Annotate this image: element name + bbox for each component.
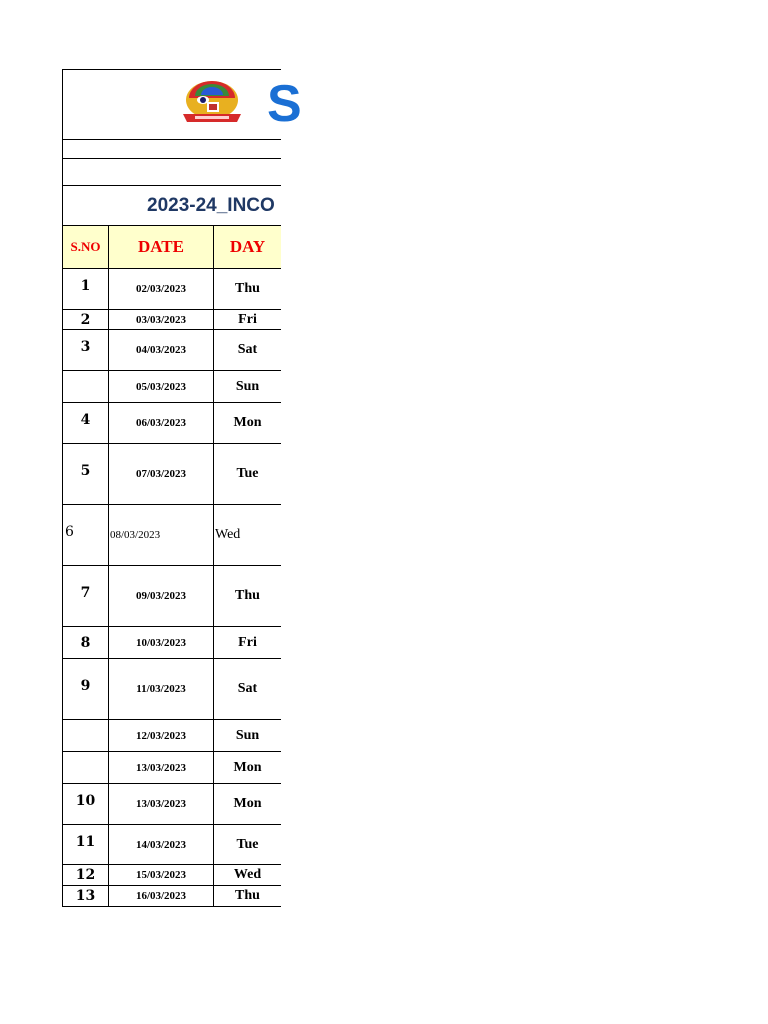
- cell-day-text: Wed: [233, 867, 262, 882]
- cell-sno-text: 9: [80, 678, 91, 694]
- cell-sno: [63, 566, 109, 626]
- cell-date: [109, 269, 214, 309]
- cell-date-text: 09/03/2023: [135, 590, 187, 602]
- table-row: [63, 505, 281, 566]
- table-row: [63, 403, 281, 444]
- header-date: DATE: [109, 226, 214, 268]
- title-row: [63, 186, 281, 226]
- cell-date: [109, 627, 214, 658]
- cell-day-text: Tue: [236, 466, 259, 481]
- cell-date: [109, 403, 214, 443]
- cell-date: [109, 566, 214, 626]
- cell-date-text: 04/03/2023: [135, 344, 187, 356]
- cell-day: [214, 627, 281, 658]
- table-row: [63, 566, 281, 627]
- header-logo-row: [63, 70, 302, 140]
- cell-date-text: 05/03/2023: [135, 380, 187, 393]
- cell-date: [109, 784, 214, 824]
- cell-sno: [63, 659, 109, 719]
- cell-day: [214, 330, 281, 370]
- cell-day: [214, 444, 281, 504]
- sheet-title: 2023-24_INCO: [147, 194, 275, 216]
- cell-day-text: Sun: [235, 727, 260, 743]
- cell-date-text: 16/03/2023: [135, 890, 187, 902]
- cell-date-text: 14/03/2023: [135, 838, 187, 851]
- cell-day-text: Thu: [235, 588, 260, 603]
- cell-date: [109, 330, 214, 370]
- cell-date-text: 07/03/2023: [135, 468, 187, 480]
- cell-sno: [63, 371, 109, 402]
- cell-day-text: Sun: [235, 378, 260, 394]
- cell-date-text: 13/03/2023: [135, 761, 187, 774]
- cell-sno-text: 12: [75, 867, 96, 883]
- cell-day: [214, 886, 281, 906]
- cell-day: [214, 403, 281, 443]
- cell-day: [214, 784, 281, 824]
- cell-date: [109, 659, 214, 719]
- cell-date: [109, 752, 214, 783]
- cell-day-text: Thu: [235, 888, 260, 903]
- table-row: [63, 627, 281, 659]
- header-sno: S.NO: [63, 226, 109, 268]
- cell-day-text: Sat: [237, 681, 258, 696]
- cell-sno-text: 10: [75, 793, 96, 809]
- blank-row-1: [63, 140, 281, 159]
- cell-date-text: 08/03/2023: [110, 529, 161, 541]
- cell-date-text: 02/03/2023: [135, 283, 187, 295]
- cell-date-text: 13/03/2023: [135, 798, 187, 810]
- cell-day: [214, 659, 281, 719]
- institution-logo-icon: [181, 78, 243, 128]
- cell-day: [214, 371, 281, 402]
- cell-date-text: 12/03/2023: [135, 729, 187, 742]
- cell-date: [109, 444, 214, 504]
- cell-sno: [63, 627, 109, 658]
- cell-day-text: Mon: [233, 759, 262, 775]
- table-row: [63, 659, 281, 720]
- cell-date-text: 15/03/2023: [135, 869, 187, 881]
- header-day: DAY: [214, 226, 281, 268]
- schedule-sheet: [62, 69, 302, 907]
- blank-row-2: [63, 159, 281, 186]
- cell-date: [109, 720, 214, 751]
- cell-sno-text: 11: [75, 833, 96, 850]
- cell-date-text: 10/03/2023: [135, 636, 187, 649]
- cell-date: [109, 505, 214, 565]
- cell-sno: [63, 720, 109, 751]
- cell-date: [109, 310, 214, 329]
- table-row: [63, 269, 281, 310]
- table-row: [63, 371, 281, 403]
- cell-sno-text: 3: [80, 339, 91, 355]
- table-row: [63, 444, 281, 505]
- table-row: [63, 886, 281, 907]
- cell-date-text: 11/03/2023: [136, 683, 186, 695]
- cell-sno: [63, 825, 109, 864]
- table-row: [63, 330, 281, 371]
- cell-day: [214, 269, 281, 309]
- table-row: [63, 784, 281, 825]
- cell-sno: [63, 752, 109, 783]
- cell-sno-text: 6: [65, 524, 74, 540]
- cell-day: [214, 865, 281, 885]
- table-row: [63, 752, 281, 784]
- cell-day-text: Tue: [236, 836, 259, 852]
- table-row: [63, 720, 281, 752]
- cell-date-text: 03/03/2023: [135, 313, 187, 326]
- cell-day-text: Fri: [238, 634, 257, 650]
- cell-sno: [63, 886, 109, 906]
- cell-sno-text: 1: [80, 278, 91, 294]
- cell-sno: [63, 269, 109, 309]
- cell-day-text: Fri: [238, 311, 257, 327]
- cell-sno: [63, 444, 109, 504]
- cell-sno-text: 5: [80, 463, 91, 479]
- table-row: [63, 865, 281, 886]
- cell-day: [214, 310, 281, 329]
- cell-date-text: 06/03/2023: [135, 417, 187, 429]
- cell-date: [109, 886, 214, 906]
- cell-date: [109, 825, 214, 864]
- cell-sno: [63, 505, 109, 565]
- cell-sno-text: 8: [80, 634, 91, 651]
- column-header-row: [63, 226, 281, 269]
- cell-sno-text: 2: [80, 311, 91, 328]
- cell-sno: [63, 330, 109, 370]
- cell-day: [214, 505, 281, 565]
- cell-sno-text: 13: [75, 888, 96, 904]
- cell-date: [109, 371, 214, 402]
- cell-day-text: Wed: [215, 527, 241, 542]
- cell-sno: [63, 865, 109, 885]
- table-row: [63, 825, 281, 865]
- cell-date: [109, 865, 214, 885]
- cell-sno-text: 4: [80, 412, 91, 428]
- cell-day: [214, 566, 281, 626]
- cell-sno: [63, 310, 109, 329]
- table-row: [63, 310, 281, 330]
- cell-sno: [63, 784, 109, 824]
- cell-day: [214, 752, 281, 783]
- table-body: [63, 269, 281, 907]
- cell-day: [214, 720, 281, 751]
- cell-day-text: Mon: [233, 415, 262, 430]
- cell-day-text: Thu: [235, 281, 260, 296]
- cell-day-text: Mon: [233, 796, 262, 811]
- cell-sno-text: 7: [80, 585, 91, 601]
- cell-day: [214, 825, 281, 864]
- cell-sno: [63, 403, 109, 443]
- brand-name-text: S: [267, 75, 302, 133]
- cell-day-text: Sat: [237, 342, 258, 357]
